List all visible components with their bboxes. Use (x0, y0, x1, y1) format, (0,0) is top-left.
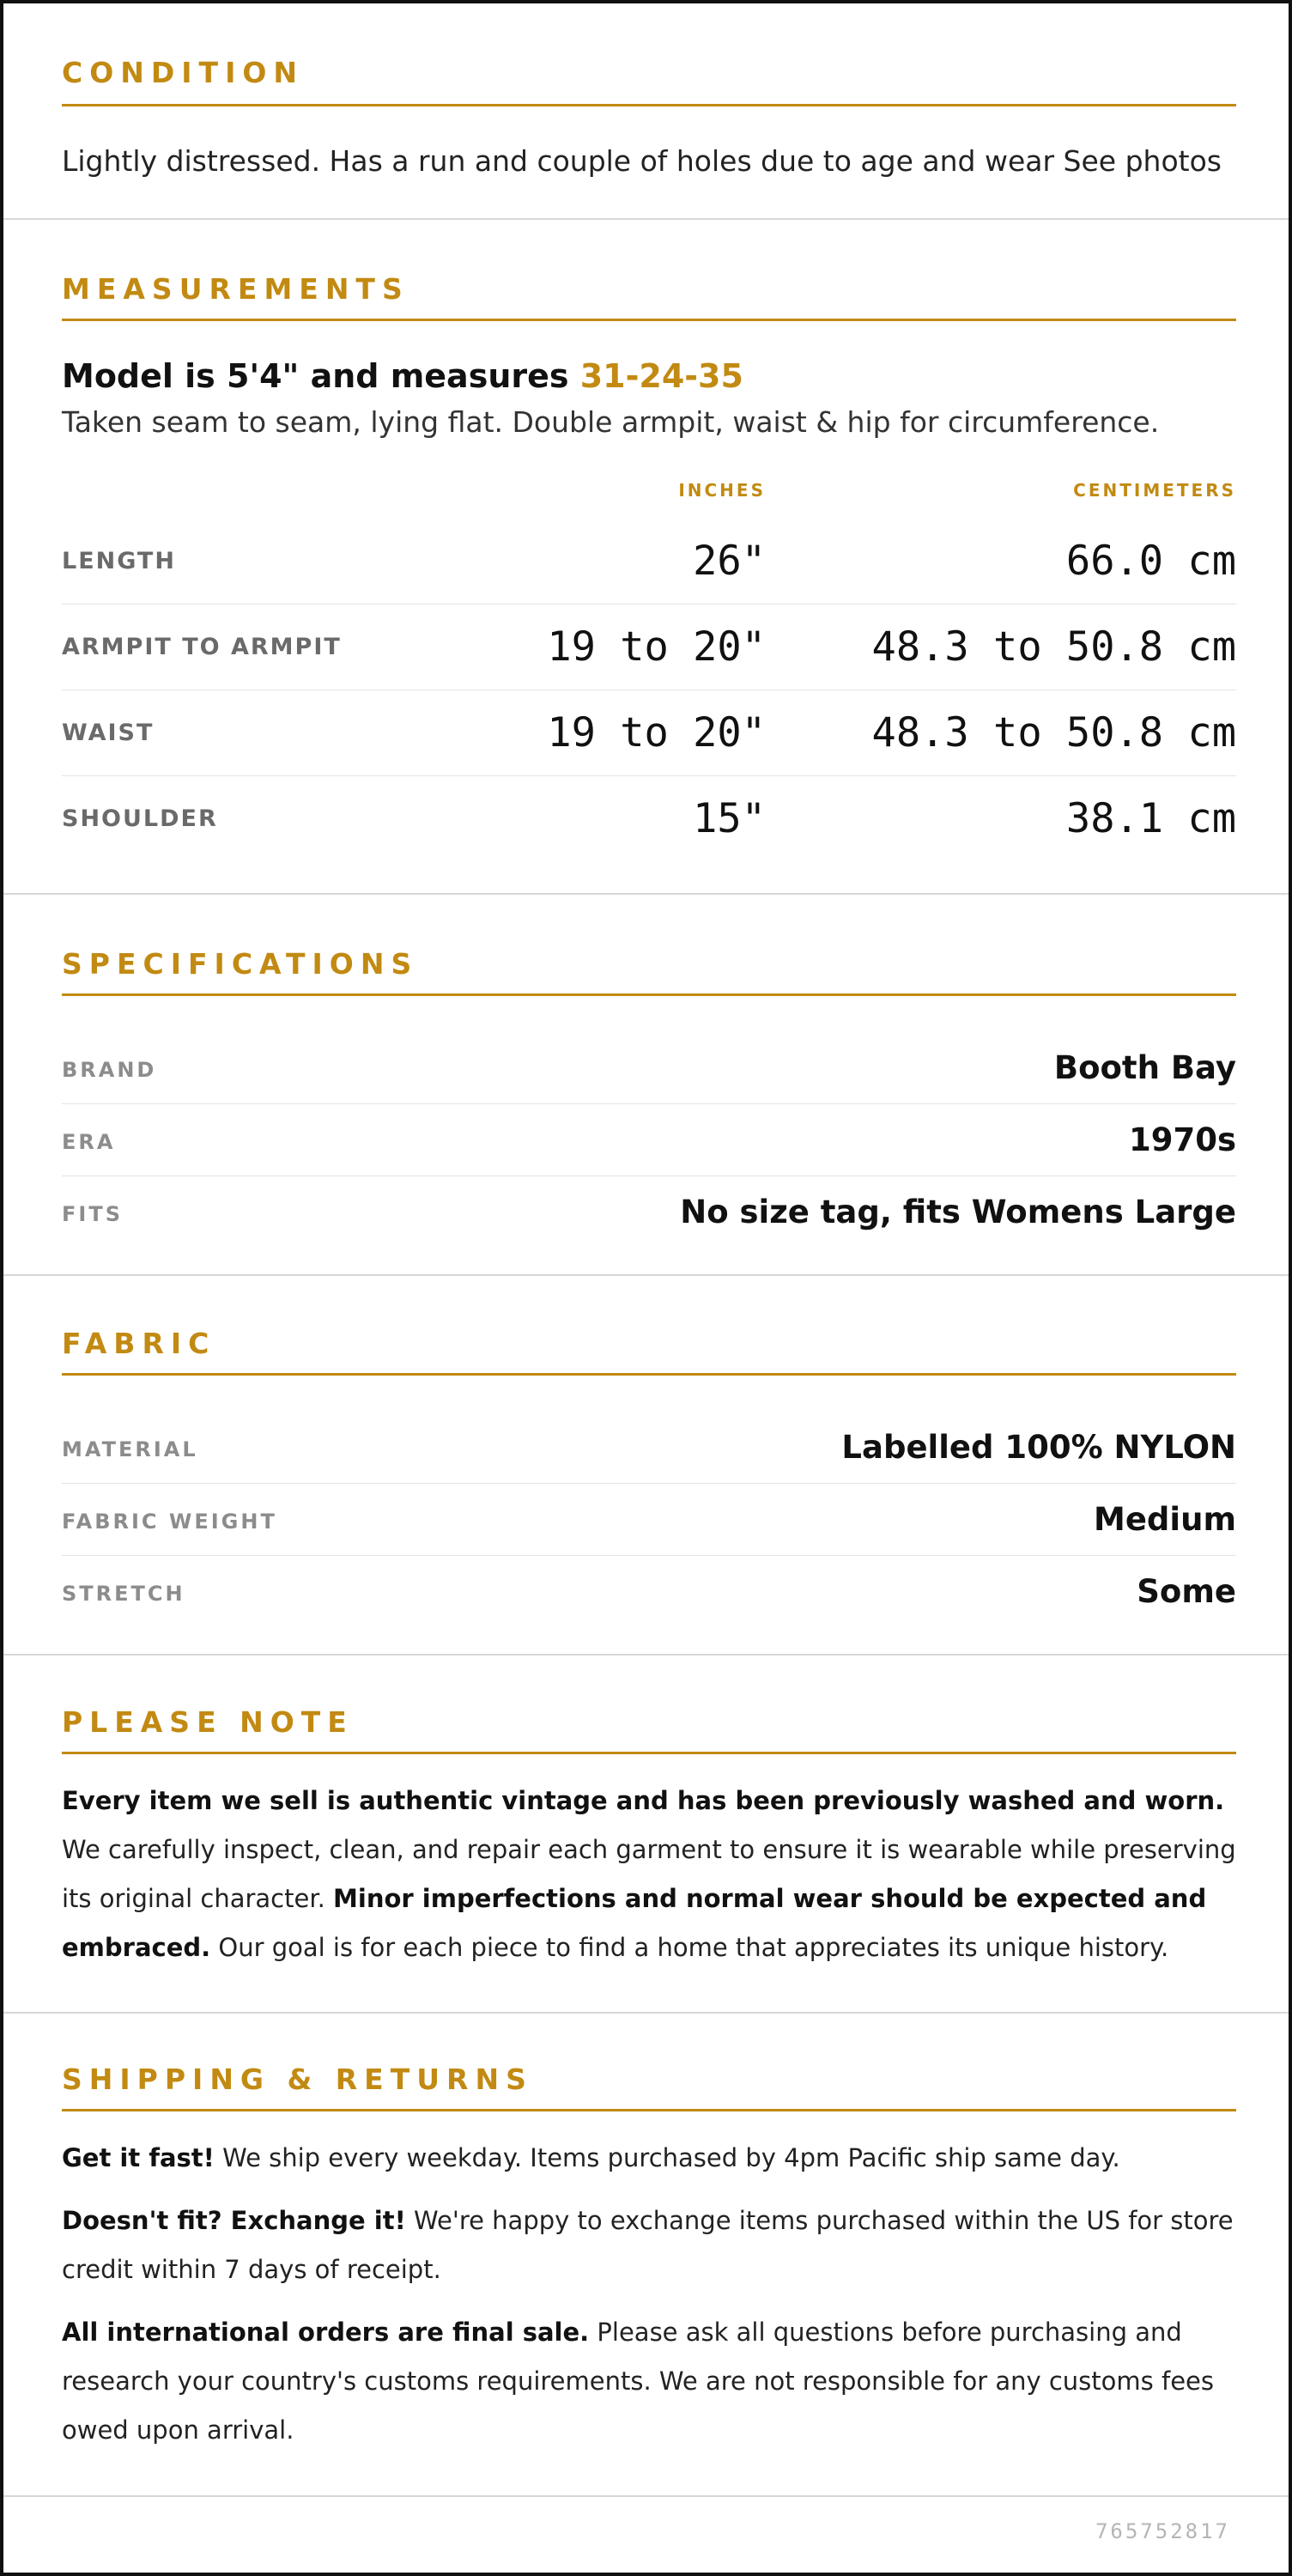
measurement-cm: 66.0 cm (1065, 538, 1236, 585)
measurement-inches: 19 to 20" (547, 623, 766, 671)
measurement-cm: 48.3 to 50.8 cm (871, 709, 1236, 756)
fabric-heading: FABRIC (62, 1327, 216, 1360)
specifications-heading: SPECIFICATIONS (62, 947, 419, 981)
shipping-text-1: We ship every weekday. Items purchased by 4pm Pacific ship same day. (214, 2143, 1120, 2172)
please-note-text (62, 1777, 1236, 1972)
specifications-rule (62, 993, 1236, 996)
model-measures-heading (62, 357, 743, 395)
fabric-row-weight (62, 1484, 1236, 1556)
spec-row-fits (62, 1176, 1236, 1249)
measurement-inches: 19 to 20" (547, 709, 766, 756)
measurement-cm: 38.1 cm (1065, 795, 1236, 842)
section-divider (3, 218, 1289, 220)
please-note-bold-1: Every item we sell is authentic vintage and has been previously washed and worn. (62, 1786, 1225, 1815)
please-note-text-1: We carefully inspect, clean, and repair each garment to ensure it is wearable while preserving its original character. (62, 1835, 1236, 1913)
fabric-rule (62, 1373, 1236, 1376)
fabric-value: Medium (1094, 1501, 1236, 1538)
shipping-bold-2: Doesn't fit? Exchange it! (62, 2206, 406, 2235)
measurements-heading: MEASUREMENTS (62, 272, 409, 306)
fabric-value: Labelled 100% NYLON (841, 1429, 1236, 1466)
model-measures-values: 31-24-35 (579, 357, 743, 395)
section-divider (3, 2495, 1289, 2497)
fabric-label: FABRIC WEIGHT (62, 1510, 277, 1534)
measurement-row (62, 519, 1236, 605)
model-measures-line (62, 357, 1236, 400)
shipping-bold-1: Get it fast! (62, 2143, 215, 2172)
measurement-label: WAIST (62, 720, 155, 746)
section-divider (3, 1654, 1289, 1656)
condition-heading: CONDITION (62, 56, 305, 89)
shipping-rule (62, 2109, 1236, 2111)
shipping-bold-3: All international orders are final sale. (62, 2318, 590, 2347)
fabric-row-stretch (62, 1556, 1236, 1628)
shipping-heading: SHIPPING & RETURNS (62, 2063, 533, 2096)
please-note-text-2: Our goal is for each piece to find a home that appreciates its unique history. (210, 1933, 1169, 1962)
measurement-cm: 48.3 to 50.8 cm (871, 623, 1236, 671)
centimeters-column-header: CENTIMETERS (1073, 480, 1236, 501)
condition-rule (62, 104, 1236, 106)
spec-label: ERA (62, 1130, 116, 1154)
model-measures-prefix: Model is 5'4" and measures (62, 357, 580, 395)
fabric-label: STRETCH (62, 1582, 185, 1606)
spec-row-era (62, 1104, 1236, 1176)
please-note-rule (62, 1752, 1236, 1754)
section-divider (3, 893, 1289, 895)
section-divider (3, 2012, 1289, 2014)
measurements-note: Taken seam to seam, lying flat. Double armpit, waist & hip for circumference. (62, 405, 1160, 439)
measurement-label: SHOULDER (62, 805, 218, 832)
spec-value: Booth Bay (1053, 1049, 1236, 1086)
measurements-rule (62, 319, 1236, 321)
spec-label: FITS (62, 1202, 123, 1226)
please-note-bold-2: Minor imperfections and normal wear should be expected and embraced. (62, 1884, 1207, 1962)
spec-value: 1970s (1128, 1121, 1236, 1158)
shipping-paragraph-3 (62, 2308, 1236, 2455)
inches-column-header: INCHES (678, 480, 766, 501)
please-note-heading: PLEASE NOTE (62, 1705, 354, 1739)
measurement-inches: 15" (693, 795, 766, 842)
spec-row-brand (62, 1032, 1236, 1104)
measurement-row (62, 776, 1236, 862)
shipping-text-2: We're happy to exchange items purchased within the US for store credit within 7 days of receipt. (62, 2206, 1234, 2284)
measurement-label: ARMPIT TO ARMPIT (62, 634, 342, 660)
spec-label: BRAND (62, 1058, 157, 1082)
spec-value: No size tag, fits Womens Large (680, 1194, 1236, 1230)
condition-text: Lightly distressed. Has a run and couple of holes due to age and wear See photos (62, 144, 1222, 178)
shipping-paragraph-2 (62, 2196, 1236, 2294)
section-divider (3, 1274, 1289, 1276)
shipping-paragraph-1 (62, 2134, 1236, 2183)
measurement-row (62, 690, 1236, 776)
shipping-text-3: Please ask all questions before purchasing and research your country's customs requirements. We are not responsible for any customs fees owed upon arrival. (62, 2318, 1214, 2445)
fabric-label: MATERIAL (62, 1437, 198, 1461)
fabric-value: Some (1137, 1573, 1236, 1610)
measurement-label: LENGTH (62, 548, 176, 574)
fabric-row-material (62, 1412, 1236, 1484)
product-id: 765752817 (1095, 2519, 1230, 2543)
measurement-inches: 26" (693, 538, 766, 585)
measurement-row (62, 605, 1236, 690)
